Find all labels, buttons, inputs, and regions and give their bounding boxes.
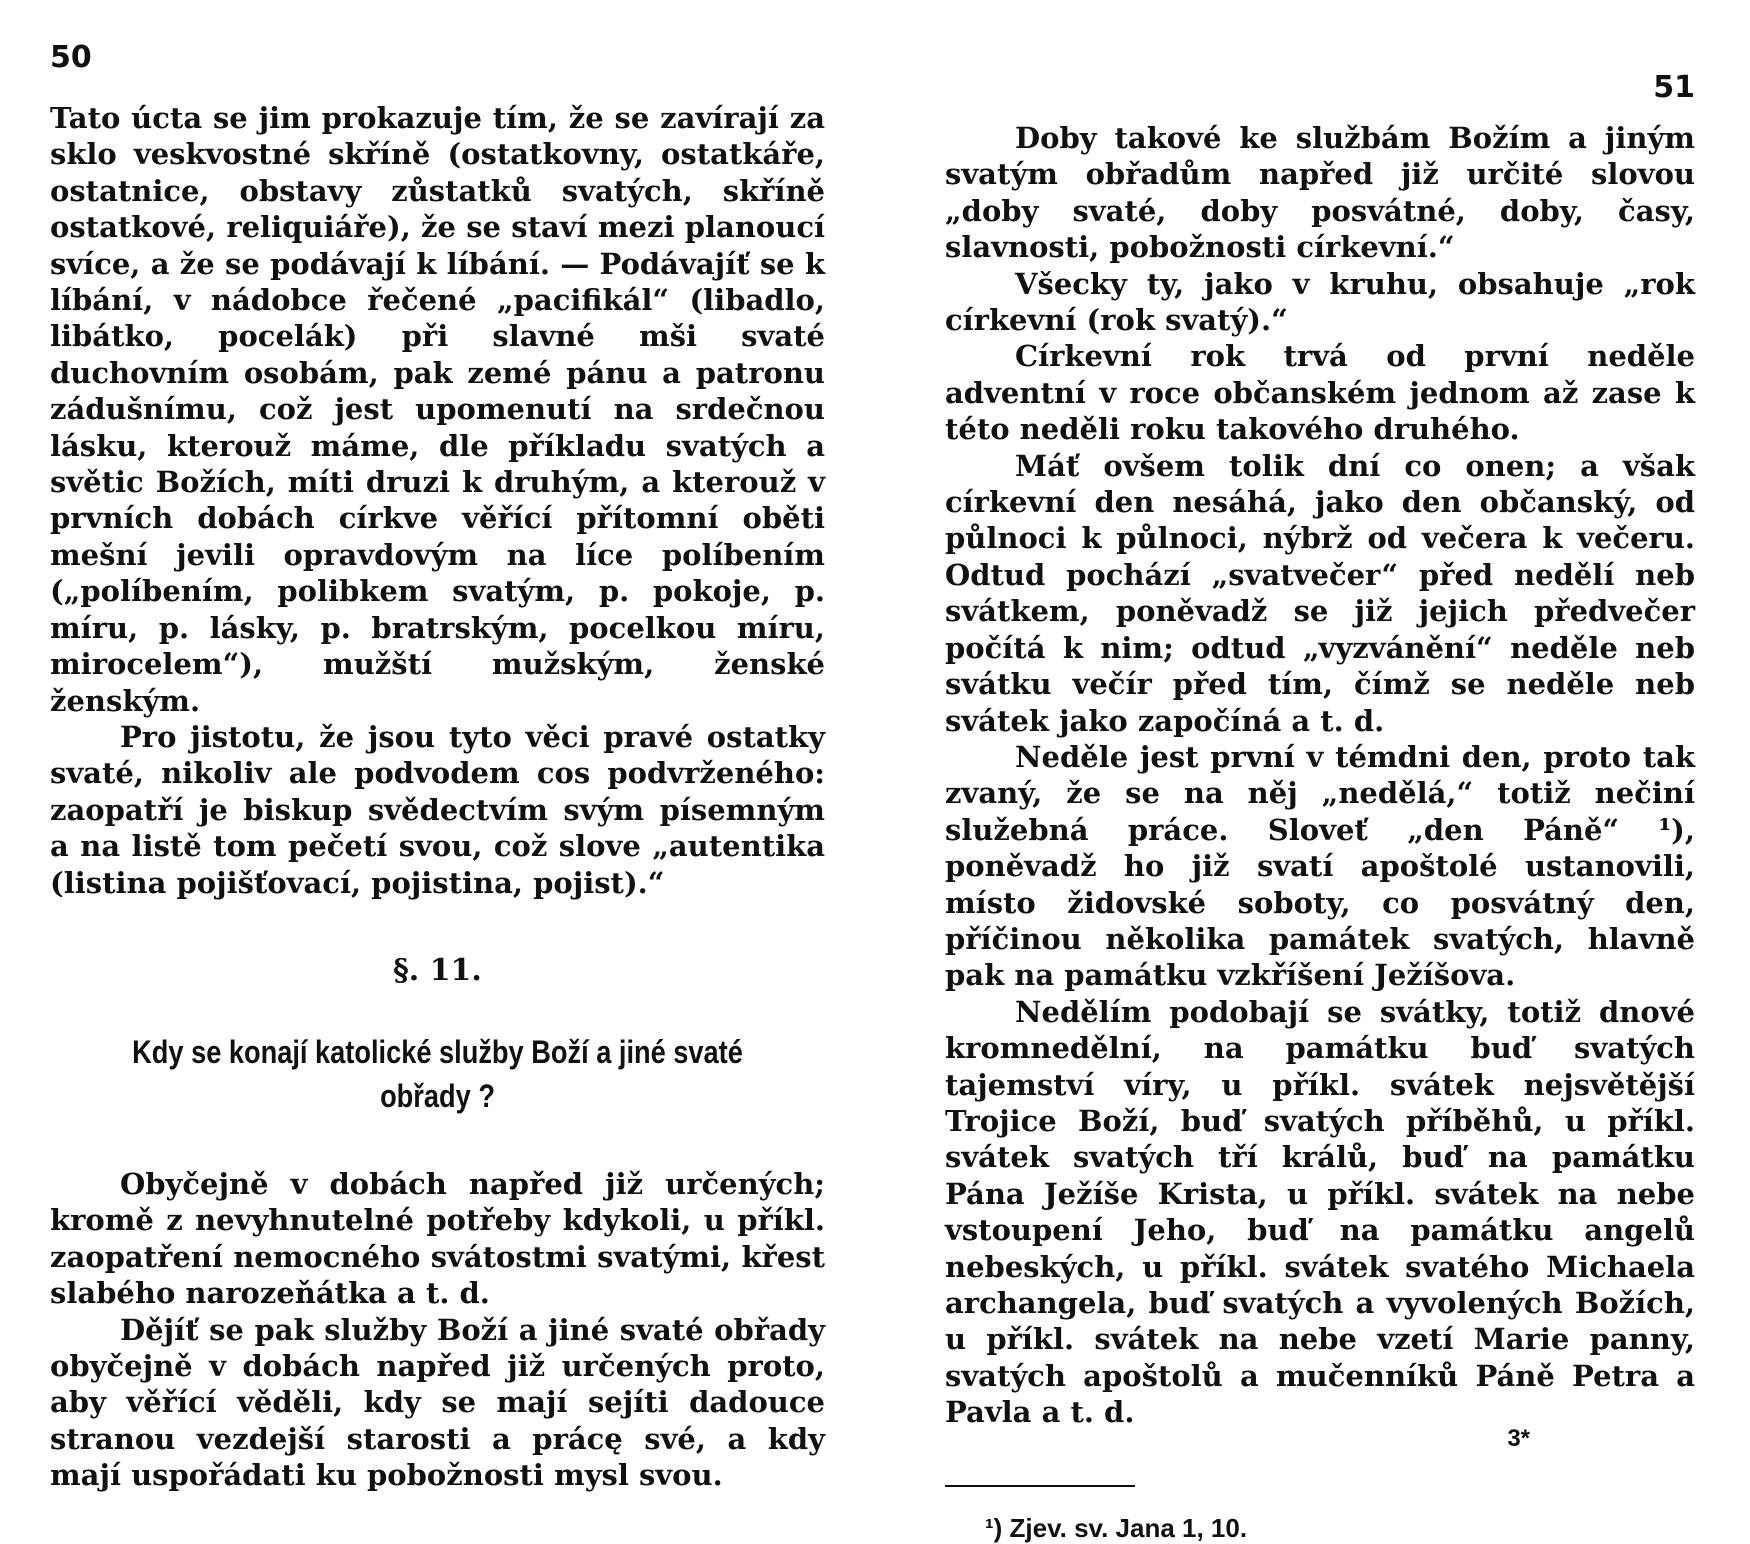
page-number-left: 50 xyxy=(50,40,92,75)
left-page-body xyxy=(50,100,825,901)
paragraph: Nedělím podobají se svátky, totiž dnové kromnedělní, na památku buď svatých tajemství víry, u příkl. svátek nejsvětější Trojice Boží, buď svatých příběhů, u příkl. svátek svatých tří králů, buď na památku Pána Ježíše Krista, u příkl. svátek na nebe vstoupení Jeho, buď na památku angelů nebeských, u příkl. svátek svatého Michaela archangela, buď svatých a vyvolených Božích, u příkl. svátek na nebe vzetí Marie panny, svatých apoštolů a mučenníků Páně Petra a Pavla a t. d. xyxy=(945,994,1695,1430)
right-page-body xyxy=(945,120,1695,1431)
paragraph: Máť ovšem tolik dní co onen; a však církevní den nesáhá, jako den občanský, od půlnoci k půlnoci, nýbrž od večera k večeru. Odtud pochází „svatvečer“ před nedělí neb svátkem, poněvadž se již jejich předvečer počítá k nim; odtud „vyzvánění“ neděle neb svátku večír před tím, čímž se neděle neb svátek jako započíná a t. d. xyxy=(945,448,1695,738)
footnote: ¹) Zjev. sv. Jana 1, 10. xyxy=(985,1512,1248,1543)
paragraph: Všecky ty, jako v kruhu, obsahuje „rok církevní (rok svatý).“ xyxy=(945,266,1695,338)
right-page xyxy=(875,0,1750,1543)
left-page xyxy=(0,0,875,1500)
footnote-divider xyxy=(945,1485,1135,1487)
paragraph: Dějíť se pak služby Boží a jiné svaté obřady obyčejně v dobách napřed již určených proto, aby věřící věděli, kdy se mají sejíti dadouce stranou vezdejší starosti a prácę své, a kdy mají uspořádati ku pobožnosti mysl svou. xyxy=(50,1312,825,1493)
page-number-right: 51 xyxy=(1653,70,1695,105)
section-number: §. 11. xyxy=(393,952,482,988)
paragraph: Neděle jest první v témdni den, proto tak zvaný, že se na něj „nedělá,“ totiž nečiní služebná práce. Sloveť „den Páně“ ¹), poněvadž ho již svatí apoštolé ustanovili, místo židovské soboty, co posvátný den, příčinou několika památek svatých, hlavně pak na památku vzkříšení Ježíšova. xyxy=(945,739,1695,993)
paragraph: Doby takové ke službám Božím a jiným svatým obřadům napřed již určité slovou „doby svaté, doby posvátné, doby, časy, slavnosti, pobožnosti církevní.“ xyxy=(945,121,1695,265)
section-heading: Kdy se konají katolické služby Boží a jiné svaté obřady ? xyxy=(132,1033,743,1114)
paragraph: Církevní rok trvá od první neděle adventní v roce občanském jednom až zase k této neděli roku takového druhého. xyxy=(945,339,1695,447)
paragraph: Pro jistotu, že jsou tyto věci pravé ostatky svaté, nikoliv ale podvodem cos podvrženého: zaopatří je biskup svědectvím svým písemným a na listě tom pečetí svou, což slove „autentika (listina pojišťovací, pojistina, pojist).“ xyxy=(50,719,825,900)
signature-mark: 3* xyxy=(1507,1425,1530,1452)
paragraph: Obyčejně v dobách napřed již určených; kromě z nevyhnutelné potřeby kdykoli, u příkl. zaopatření nemocného svátostmi svatými, křest slabého narozeňátka a t. d. xyxy=(50,1166,825,1311)
paragraph: Tato úcta se jim prokazuje tím, že se zavírají za sklo veskvostné skříně (ostatkovny, ostatkáře, ostatnice, obstavy zůstatků svatých, skříně ostatkové, reliquiáře), že se staví mezi planoucí svíce, a že se podávají k líbání. — Podávajíť se k líbání, v nádobce řečené „pacifikál“ (libadlo, libátko, pocelák) při slavné mši svaté duchovním osobám, pak zemé pánu a patronu zádušnímu, což jest upomenutí na srdečnou lásku, kterouž máme, dle příkladu svatých a světic Božích, míti druzi k druhým, a kterouž v prvních dobách církve věřící přítomní oběti mešní jevili opravdovým na líce políbením („políbením, polibkem svatým, p. pokoje, p. míru, p. lásky, p. bratrským, pocelkou míru, mirocelem“), mužští mužským, ženské ženským. xyxy=(50,101,825,718)
left-page-body-after xyxy=(50,1166,825,1494)
